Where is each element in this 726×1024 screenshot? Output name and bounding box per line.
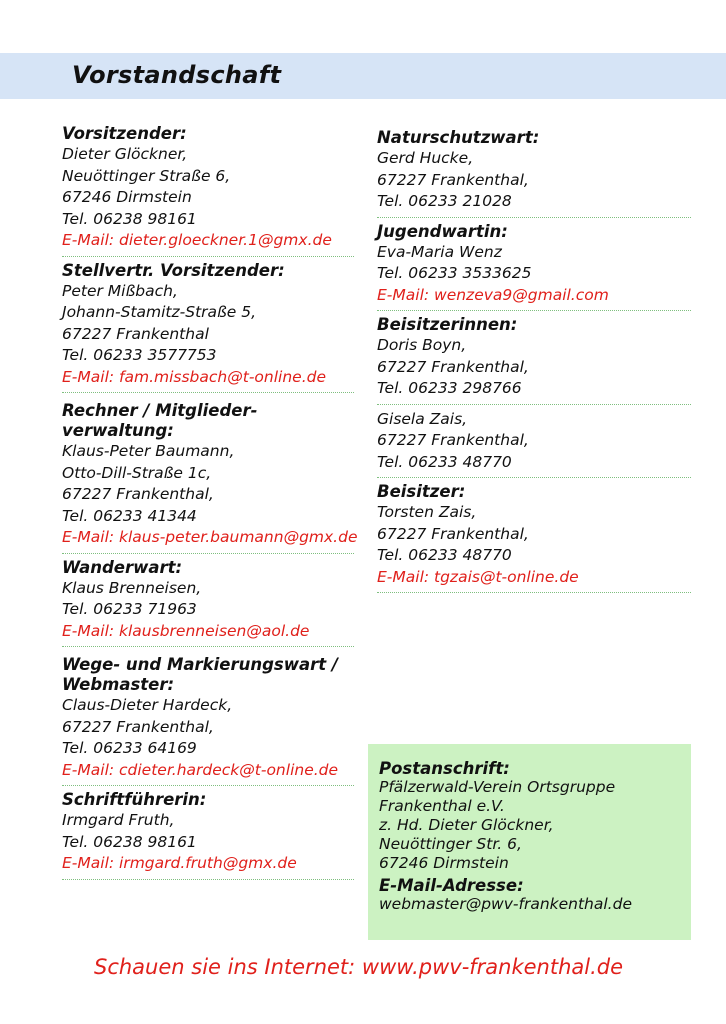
phone-line: Tel. 06233 41344: [62, 506, 197, 525]
name-line: Torsten Zais,: [377, 503, 477, 521]
name-line: Irmgard Fruth,: [62, 811, 175, 829]
section-title-cont: verwaltung:: [62, 421, 174, 440]
phone-line: Tel. 06233 64169: [62, 739, 197, 757]
name-line: Dieter Glöckner,: [62, 145, 188, 163]
section-title-cont: Webmaster:: [62, 675, 175, 694]
city-line: 67227 Frankenthal,: [377, 524, 529, 543]
city-line: 67227 Frankenthal,: [377, 357, 529, 376]
postal-line: z. Hd. Dieter Glöckner,: [379, 816, 554, 834]
name-line: Klaus-Peter Baumann,: [62, 442, 235, 460]
header-banner: [0, 53, 726, 99]
email-link[interactable]: E-Mail: fam.missbach@t-online.de: [62, 367, 326, 386]
city-line: 67227 Frankenthal,: [377, 170, 529, 189]
section-title: Naturschutzwart:: [377, 128, 540, 147]
left-column: [62, 124, 358, 884]
postal-line: Frankenthal e.V.: [379, 797, 505, 815]
postal-line: Pfälzerwald-Verein Ortsgruppe: [379, 778, 616, 796]
section-title: Rechner / Mitglieder-: [62, 401, 258, 420]
phone-line: Tel. 06233 21028: [377, 192, 512, 210]
webmaster-email[interactable]: webmaster@pwv-frankenthal.de: [379, 895, 632, 913]
phone-line: Tel. 06233 298766: [377, 379, 522, 397]
section-title: Beisitzerinnen:: [377, 315, 518, 334]
postal-title: Postanschrift:: [379, 759, 510, 778]
section-wegewart: [62, 655, 354, 786]
name-line: Gerd Hucke,: [377, 149, 474, 167]
section-schriftfuehrerin: [62, 790, 354, 880]
section-title: Stellvertr. Vorsitzender:: [62, 260, 285, 280]
email-link[interactable]: E-Mail: klaus-peter.baumann@gmx.de: [62, 528, 358, 546]
city-line: 67246 Dirmstein: [62, 188, 192, 206]
city-line: 67227 Frankenthal,: [377, 431, 529, 449]
section-rechner: [62, 401, 358, 554]
email-link[interactable]: E-Mail: irmgard.fruth@gmx.de: [62, 854, 297, 872]
city-line: 67227 Frankenthal,: [62, 717, 214, 736]
street-line: Neuöttinger Straße 6,: [62, 166, 231, 185]
postal-address-content: [379, 760, 684, 914]
email-link[interactable]: E-Mail: cdieter.hardeck@t-online.de: [62, 760, 339, 779]
section-wanderwart: [62, 558, 354, 648]
website-footer[interactable]: Schauen sie ins Internet: www.pwv-frankenthal.de: [94, 955, 624, 979]
section-title: Jugendwartin:: [377, 221, 508, 241]
postal-line: Neuöttinger Str. 6,: [379, 835, 522, 853]
section-title: Beisitzer:: [377, 482, 466, 501]
street-line: Johann-Stamitz-Straße 5,: [62, 303, 257, 321]
name-line: Gisela Zais,: [377, 409, 468, 428]
phone-line: Tel. 06238 98161: [62, 832, 197, 851]
section-title: Vorsitzender:: [62, 124, 187, 143]
email-address-title: E-Mail-Adresse:: [379, 876, 524, 895]
name-line: Klaus Brenneisen,: [62, 578, 202, 597]
page-title: Vorstandschaft: [72, 61, 282, 89]
name-line: Eva-Maria Wenz: [377, 242, 502, 261]
email-link[interactable]: E-Mail: dieter.gloeckner.1@gmx.de: [62, 231, 332, 249]
city-line: 67227 Frankenthal,: [62, 485, 214, 503]
city-line: 67227 Frankenthal: [62, 324, 209, 343]
section-stellvertreter: [62, 261, 354, 394]
street-line: Otto-Dill-Straße 1c,: [62, 463, 212, 482]
phone-line: Tel. 06233 71963: [62, 600, 197, 618]
phone-line: Tel. 06233 3533625: [377, 264, 532, 282]
section-jugendwartin: [377, 222, 691, 312]
name-line: Doris Boyn,: [377, 336, 467, 354]
name-line: Claus-Dieter Hardeck,: [62, 696, 233, 714]
section-title: Schriftführerin:: [62, 790, 207, 809]
postal-line: 67246 Dirmstein: [379, 854, 509, 872]
section-naturschutzwart: [377, 128, 691, 218]
section-beisitzerinnen-1: [377, 315, 691, 405]
section-title: Wanderwart:: [62, 557, 183, 577]
email-link[interactable]: E-Mail: klausbrenneisen@aol.de: [62, 621, 310, 640]
section-vorsitzender: [62, 124, 354, 257]
right-column: [377, 128, 691, 597]
section-beisitzer: [377, 482, 691, 593]
section-beisitzerinnen-2: [377, 409, 691, 479]
email-link[interactable]: E-Mail: wenzeva9@gmail.com: [377, 285, 609, 304]
phone-line: Tel. 06233 48770: [377, 546, 512, 564]
phone-line: Tel. 06233 48770: [377, 452, 512, 471]
section-title: Wege- und Markierungswart /: [62, 655, 338, 674]
phone-line: Tel. 06238 98161: [62, 209, 197, 228]
email-link[interactable]: E-Mail: tgzais@t-online.de: [377, 567, 579, 586]
name-line: Peter Mißbach,: [62, 281, 178, 300]
phone-line: Tel. 06233 3577753: [62, 346, 217, 364]
postal-address-box: [368, 744, 691, 940]
